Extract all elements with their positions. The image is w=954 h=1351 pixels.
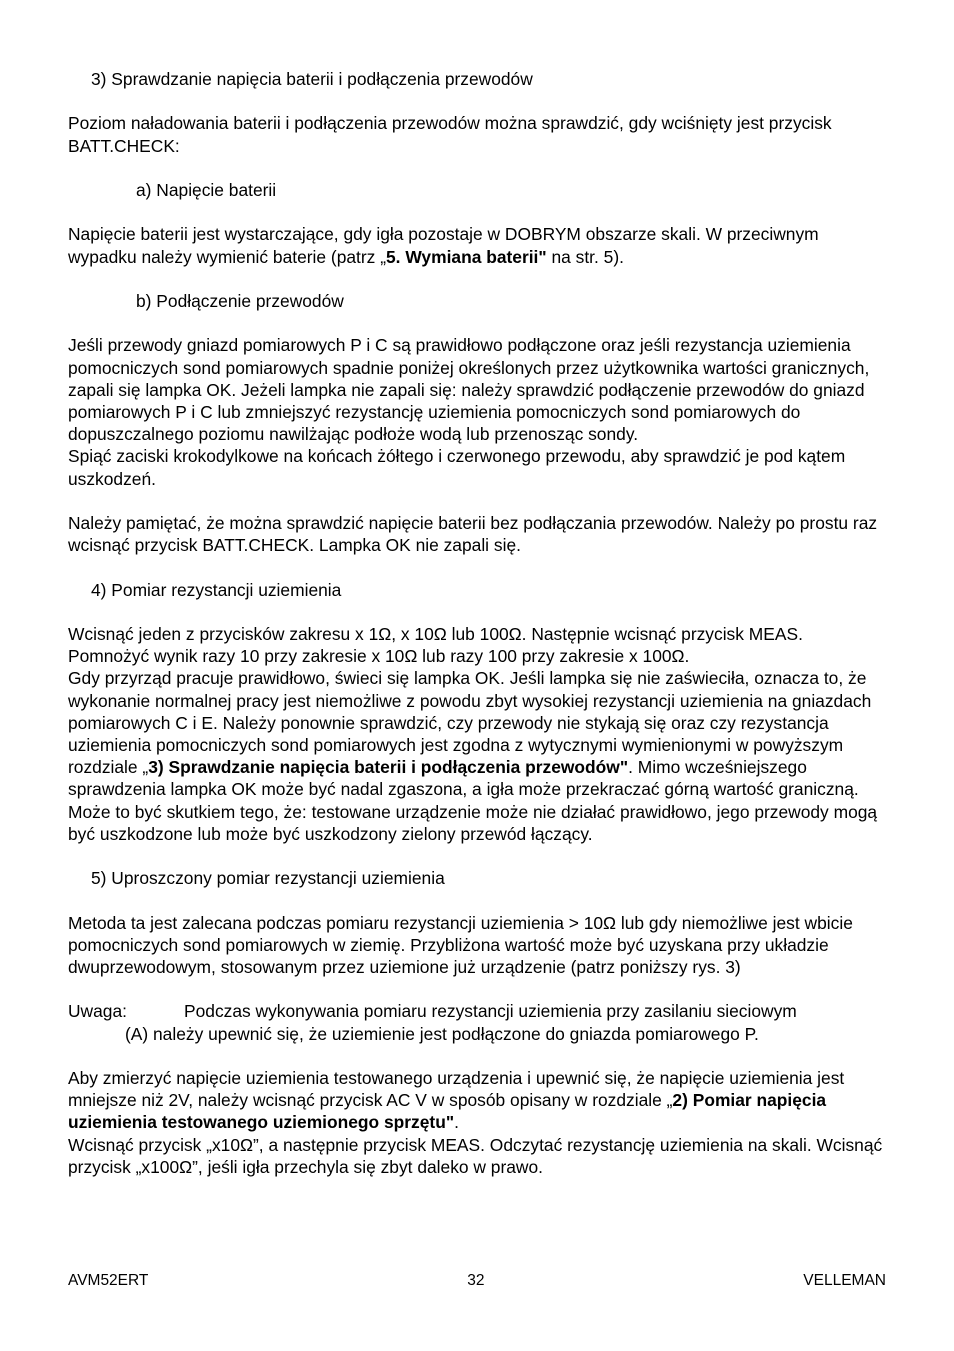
page-footer [68,1272,886,1290]
bold-ref: 5. Wymiana baterii" [386,246,547,267]
section-3-intro: Poziom naładowania baterii i podłączenia przewodów można sprawdzić, gdy wciśnięty jest przycisk BATT.CHECK: [68,113,832,156]
section-4-text: Gdy przyrząd pracuje prawidłowo, świeci się lampka OK. Jeśli lampka się nie zaświeciła, oznacza to, że wykonanie normalnej pracy jest niemożliwe z powodu zbyt wysokiej rezystancji uziemienia na gniazdach pomiarowych C i E. Należy ponownie sprawdzić, czy przewody nie stykają się oraz czy rezystancja uziemienia pomocniczych sond pomiarowych jest zgodna z wytycznymi wymienionymi w powyższym rozdziale „3) Sprawdzanie napięcia baterii i podłączenia przewodów". Mimo wcześniejszego sprawdzenia lampka OK może być nadal zgaszona, a igła może przekraczać górną wartość graniczną. Może to być skutkiem tego, że: testowane urządzenie może nie działać prawidłowo, jego przewody mogą być uszkodzone lub może być uszkodzony zielony przewód łączący. [68,668,878,844]
section-5-intro: Metoda ta jest zalecana podczas pomiaru rezystancji uziemienia > 10Ω lub gdy niemożliwe jest wbicie pomocniczych sond pomiarowych w ziemię. Przybliżona wartość może być uzyskana przy układzie dwuprzewodowym, stosowanym przez uziemione już urządzenie (patrz poniższy rys. 3) [68,912,853,977]
note-text: Podczas wykonywania pomiaru rezystancji uziemienia przy zasilaniu sieciowym [184,1001,797,1022]
subsection-b-heading: b) Podłączenie przewodów [136,290,344,311]
subsection-a-heading: a) Napięcie baterii [136,179,277,200]
section-4-line-1: Wcisnąć jeden z przycisków zakresu x 1Ω, x 10Ω lub 100Ω. Następnie wcisnąć przycisk MEAS. [68,623,803,644]
section-5-heading: 5) Uproszczony pomiar rezystancji uziemienia [91,868,445,889]
section-3-heading: 3) Sprawdzanie napięcia baterii i podłączenia przewodów [91,69,533,89]
page-content [68,68,886,1178]
bold-ref: 2) Pomiar napięcia uziemienia testowanego uziemionego sprzętu" [68,1090,827,1133]
footer-model: AVM52ERT [68,1272,149,1289]
section-5-text: Aby zmierzyć napięcie uziemienia testowanego urządzenia i upewnić się, że napięcie uziemienia jest mniejsze niż 2V, należy wcisnąć przycisk AC V w sposób opisany w rozdziale „2) Pomiar napięcia uziemienia testowanego uziemionego sprzętu". [68,1067,845,1133]
note-text-continued: (A) należy upewnić się, że uziemienie jest podłączone do gniazda pomiarowego P. [125,1023,759,1044]
note-block [68,1000,886,1022]
footer-brand: VELLEMAN [803,1272,886,1289]
subsection-a-text: Napięcie baterii jest wystarczające, gdy igła pozostaje w DOBRYM obszarze skali. W przeciwnym wypadku należy wymienić baterie (patrz „5. Wymiana baterii" na str. 5). [68,224,819,267]
section-4-heading: 4) Pomiar rezystancji uziemienia [91,579,342,600]
page-number: 32 [467,1272,485,1289]
section-3-note: Należy pamiętać, że można sprawdzić napięcie baterii bez podłączania przewodów. Należy po prostu raz wcisnąć przycisk BATT.CHECK. Lampka OK nie zapali się. [68,512,878,556]
bold-ref: 3) Sprawdzanie napięcia baterii i podłączenia przewodów" [148,757,629,778]
subsection-b-text: Jeśli przewody gniazd pomiarowych P i C są prawidłowo podłączone oraz jeśli rezystancja uziemienia pomocniczych sond pomiarowych spadnie poniżej określonych przez użytkownika wartości granicznych, zapali się lampka OK. Jeżeli lampka nie zapali się: należy sprawdzić podłączenie przewodów do gniazd pomiarowych P i C lub zmniejszyć rezystancję uziemienia pomocniczych sond pomiarowych do dopuszczalnego poziomu nawilżając podłoże wodą lub przenosząc sondy. [68,335,870,445]
section-4-line-2: Pomnożyć wynik razy 10 przy zakresie x 10Ω lub razy 100 przy zakresie x 100Ω. [68,646,690,667]
section-5-instructions: Wcisnąć przycisk „x10Ω”, a następnie przycisk MEAS. Odczytać rezystancję uziemienia na skali. Wcisnąć przycisk „x100Ω”, jeśli igła przechyla się zbyt daleko w prawo. [68,1134,883,1177]
subsection-b-text-2: Spiąć zaciski krokodylkowe na końcach żółtego i czerwonego przewodu, aby sprawdzić je pod kątem uszkodzeń. [68,446,846,489]
note-label: Uwaga: [68,1001,127,1022]
